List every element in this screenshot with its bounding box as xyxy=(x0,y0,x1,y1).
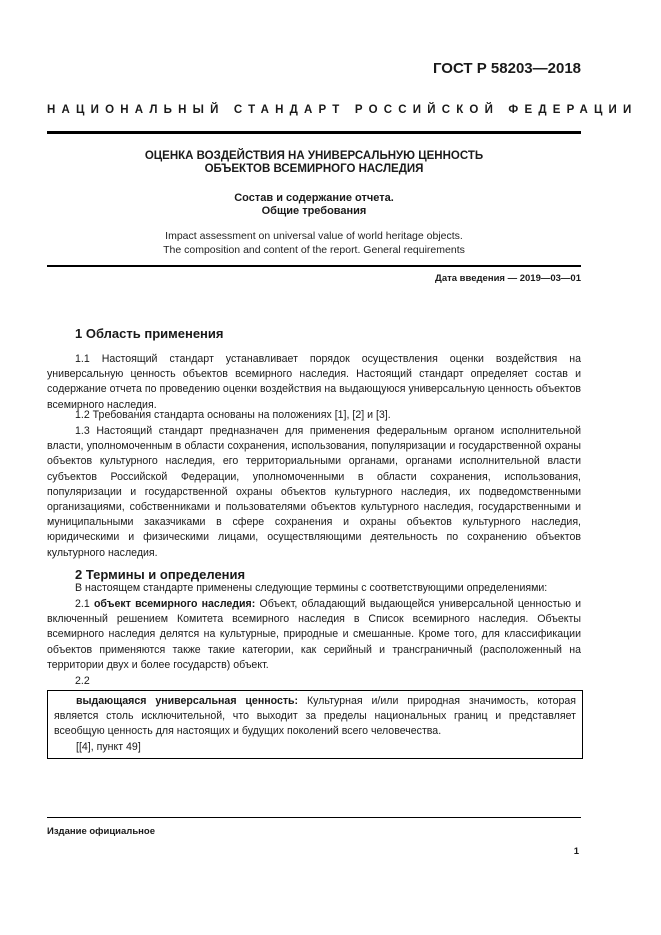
english-title xyxy=(47,229,581,257)
document-title xyxy=(47,150,581,176)
english-title-line-1: Impact assessment on universal value of world heritage objects. xyxy=(165,230,463,242)
term-2-2 xyxy=(54,694,576,740)
title-divider xyxy=(47,265,581,267)
footer-divider xyxy=(47,817,581,818)
section-2-intro: В настоящем стандарте применены следующие термины с соответствующими определениями: xyxy=(75,582,548,594)
title-line-2: ОБЪЕКТОВ ВСЕМИРНОГО НАСЛЕДИЯ xyxy=(204,163,424,175)
paragraph-1-2: 1.2 Требования стандарта основаны на положениях [1], [2] и [3]. xyxy=(75,409,391,421)
gost-number: ГОСТ Р 58203—2018 xyxy=(432,60,581,77)
subtitle-line-2: Общие требования xyxy=(261,205,367,217)
term-2-2-reference: [[4], пункт 49] xyxy=(76,740,141,753)
title-line-1: ОЦЕНКА ВОЗДЕЙСТВИЯ НА УНИВЕРСАЛЬНУЮ ЦЕННОСТЬ xyxy=(144,150,484,162)
subtitle-line-1: Состав и содержание отчета. xyxy=(234,192,394,204)
header-divider xyxy=(47,131,581,134)
introduction-date: Дата введения — 2019—03—01 xyxy=(435,273,581,284)
term-2-2-number: 2.2 xyxy=(75,675,90,687)
term-2-1-definition: Объект, обладающий выдающейся универсальной ценностью и включенный решением Комитета всемирного наследия в Список всемирного наследия. Объекты всемирного наследия делятся на культурные, природные и смешанные. Кроме того, для классификации объектов применяются также такие категории, как серийный и трансграничный (расположенный на территории двух и более государств) объект. xyxy=(47,598,582,671)
paragraph-1-1: 1.1 Настоящий стандарт устанавливает порядок осуществления оценки воздействия на универсальную ценность объектов всемирного наследия. Настоящий стандарт определяет состав и содержание отчета по проведению оценки воздействия на выдающуюся универсальную ценность объектов всемирного наследия. xyxy=(47,353,581,411)
section-1-heading: 1 Область применения xyxy=(75,326,224,341)
term-2-2-box xyxy=(47,690,583,759)
national-standard-banner: НАЦИОНАЛЬНЫЙ СТАНДАРТ РОССИЙСКОЙ ФЕДЕРАЦИИ xyxy=(47,104,638,116)
section-2-heading: 2 Термины и определения xyxy=(75,567,246,582)
term-2-1 xyxy=(47,597,581,673)
term-2-1-number: 2.1 xyxy=(75,598,94,610)
edition-note: Издание официальное xyxy=(47,826,155,837)
english-title-line-2: The composition and content of the report. General requirements xyxy=(163,244,465,256)
term-2-2-definition: Культурная и/или природная значимость, которая является столь исключительной, что выходит за пределы национальных границ и представляет всеобщую ценность для настоящих и будущих поколений всего человечества. xyxy=(54,695,576,738)
document-subtitle xyxy=(47,192,581,218)
term-2-2-name: выдающаяся универсальная ценность: xyxy=(76,695,299,707)
paragraph-1-3: 1.3 Настоящий стандарт предназначен для применения федеральным органом исполнительной власти, уполномоченным в области сохранения, использования, популяризации и государственной охраны объектов культурного наследия, его территориальными органами, органами исполнительной власти субъектов Российской Федерации, уполномоченными в области сохранения, использования, популяризации и государственной охраны объектов культурного наследия, их подведомственными организациями, собственниками и пользователями объектов культурного наследия, государственными и муниципальными заказчиками в сфере сохранения и охраны объектов культурного наследия, юридическими и физическими лицами, осуществляющими деятельность по сохранению объектов культурного наследия. xyxy=(47,425,581,559)
term-2-1-name: объект всемирного наследия: xyxy=(93,598,256,610)
page-number: 1 xyxy=(573,846,579,857)
